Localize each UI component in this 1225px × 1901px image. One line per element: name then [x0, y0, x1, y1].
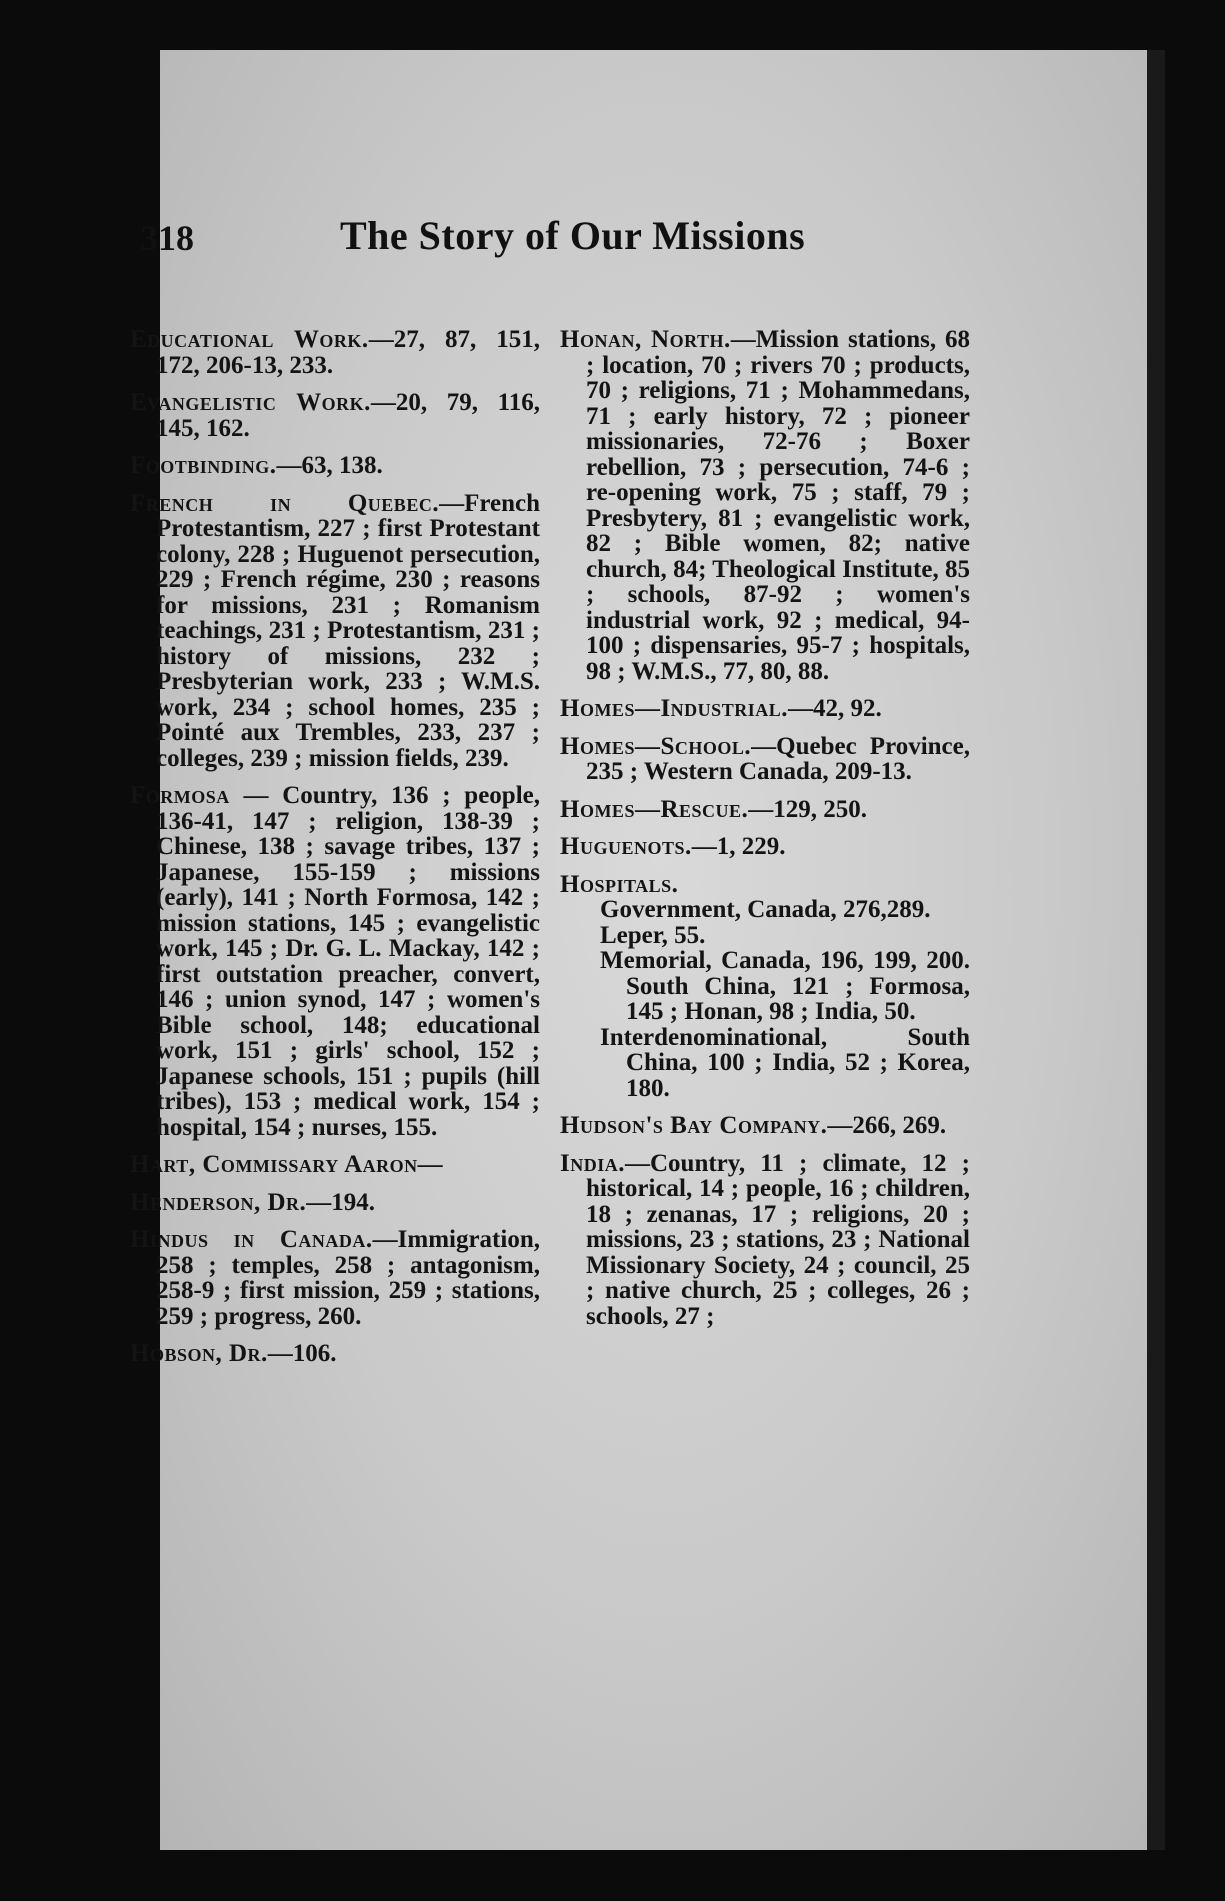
- running-title: The Story of Our Missions: [340, 213, 806, 258]
- index-entry: Hart, Commissary Aaron—: [130, 1151, 443, 1178]
- index-entry: Hindus in Canada.—Immigration, 258 ; temples, 258 ; antagonism, 258-9 ; first mission, 259 ; stations, 259 ; progress, 260.: [130, 1226, 540, 1330]
- index-subentry: Leper, 55.: [600, 921, 706, 949]
- index-subentry: Government, Canada, 276,289.: [600, 896, 931, 923]
- index-entry: Homes—Rescue.—129, 250.: [560, 795, 868, 823]
- index-entry: Honan, North.—Mission stations, 68 ; location, 70 ; rivers 70 ; products, 70 ; religions, 71 ; Mohammedans, 71 ; early history, 72 ; pioneer missionaries, 72-76 ; Boxer rebellion, 73 ; persecution, 74-6 ; re-opening work, 75 ; staff, 79 ; Presbytery, 81 ; evangelistic work, 82 ; Bible women, 82; native church, 84; Theological Institute, 85 ; schools, 87-92 ; women's industrial work, 92 ; medical, 94-100 ; dispensaries, 95-7 ; hospitals, 98 ; W.M.S., 77, 80, 88.: [560, 326, 971, 685]
- index-entry: Evangelistic Work.—20, 79, 116, 145, 162.: [130, 389, 540, 442]
- index-entry: Homes—Industrial.—42, 92.: [560, 695, 882, 722]
- index-column-right: [560, 327, 970, 1341]
- index-entry: Formosa — Country, 136 ; people, 136-41, 147 ; religion, 138-39 ; Chinese, 138 ; savage tribes, 137 ; Japanese, 155-159 ; missions (early), 141 ; North Formosa, 142 ; mission stations, 145 ; evangelistic work, 145 ; Dr. G. L. Mackay, 142 ; first outstation preacher, convert, 146 ; union synod, 147 ; women's Bible school, 148; educational work, 151 ; girls' school, 152 ; Japanese schools, 151 ; pupils (hill tribes), 153 ; medical work, 154 ; hospital, 154 ; nurses, 155.: [130, 782, 540, 1141]
- index-entry: French in Quebec.—French Protestantism, 227 ; first Protestant colony, 228 ; Huguenot persecution, 229 ; French régime, 230 ; reasons for missions, 231 ; Romanism teachings, 231 ; Protestantism, 231 ; history of missions, 232 ; Presbyterian work, 233 ; W.M.S. work, 234 ; school homes, 235 ; Pointé aux Trembles, 233, 237 ; colleges, 239 ; mission fields, 239.: [130, 489, 540, 772]
- index-entry: Huguenots.—1, 229.: [560, 833, 786, 860]
- running-header: [140, 212, 960, 272]
- index-entry: India.—Country, 11 ; climate, 12 ; historical, 14 ; people, 16 ; children, 18 ; zenanas, 17 ; religions, 20 ; missions, 23 ; stations, 23 ; National Missionary Society, 24 ; council, 25 ; native church, 25 ; colleges, 26 ; schools, 27 ;: [560, 1149, 970, 1330]
- page-number: 318: [140, 218, 194, 258]
- hospital-subentries: [600, 897, 970, 1101]
- page-gutter: [1147, 50, 1165, 1850]
- index-column-left: [130, 327, 540, 1379]
- index-entry: Henderson, Dr.—194.: [130, 1188, 376, 1216]
- index-entry: Hobson, Dr.—106.: [130, 1340, 337, 1367]
- index-entry: Hudson's Bay Company.—266, 269.: [560, 1112, 947, 1139]
- index-entry: Homes—School.—Quebec Province, 235 ; Western Canada, 209-13.: [560, 732, 970, 785]
- index-entry-hospitals: Hospitals. Government, Canada, 276,289. Leper, 55. Memorial, Canada, 196, 199, 200. South China, 121 ; Formosa, 145 ; Honan, 98 ; India, 50. Interdenominational, South China, 100 ; India, 52 ; Korea, 180.: [560, 870, 970, 1102]
- index-subentry: Interdenominational, South China, 100 ; India, 52 ; Korea, 180.: [600, 1023, 970, 1102]
- index-subentry: Memorial, Canada, 196, 199, 200. South China, 121 ; Formosa, 145 ; Honan, 98 ; India, 50.: [600, 947, 970, 1025]
- index-entry: Footbinding.—63, 138.: [130, 452, 383, 479]
- index-entry: Educational Work.—27, 87, 151, 172, 206-13, 233.: [130, 326, 540, 379]
